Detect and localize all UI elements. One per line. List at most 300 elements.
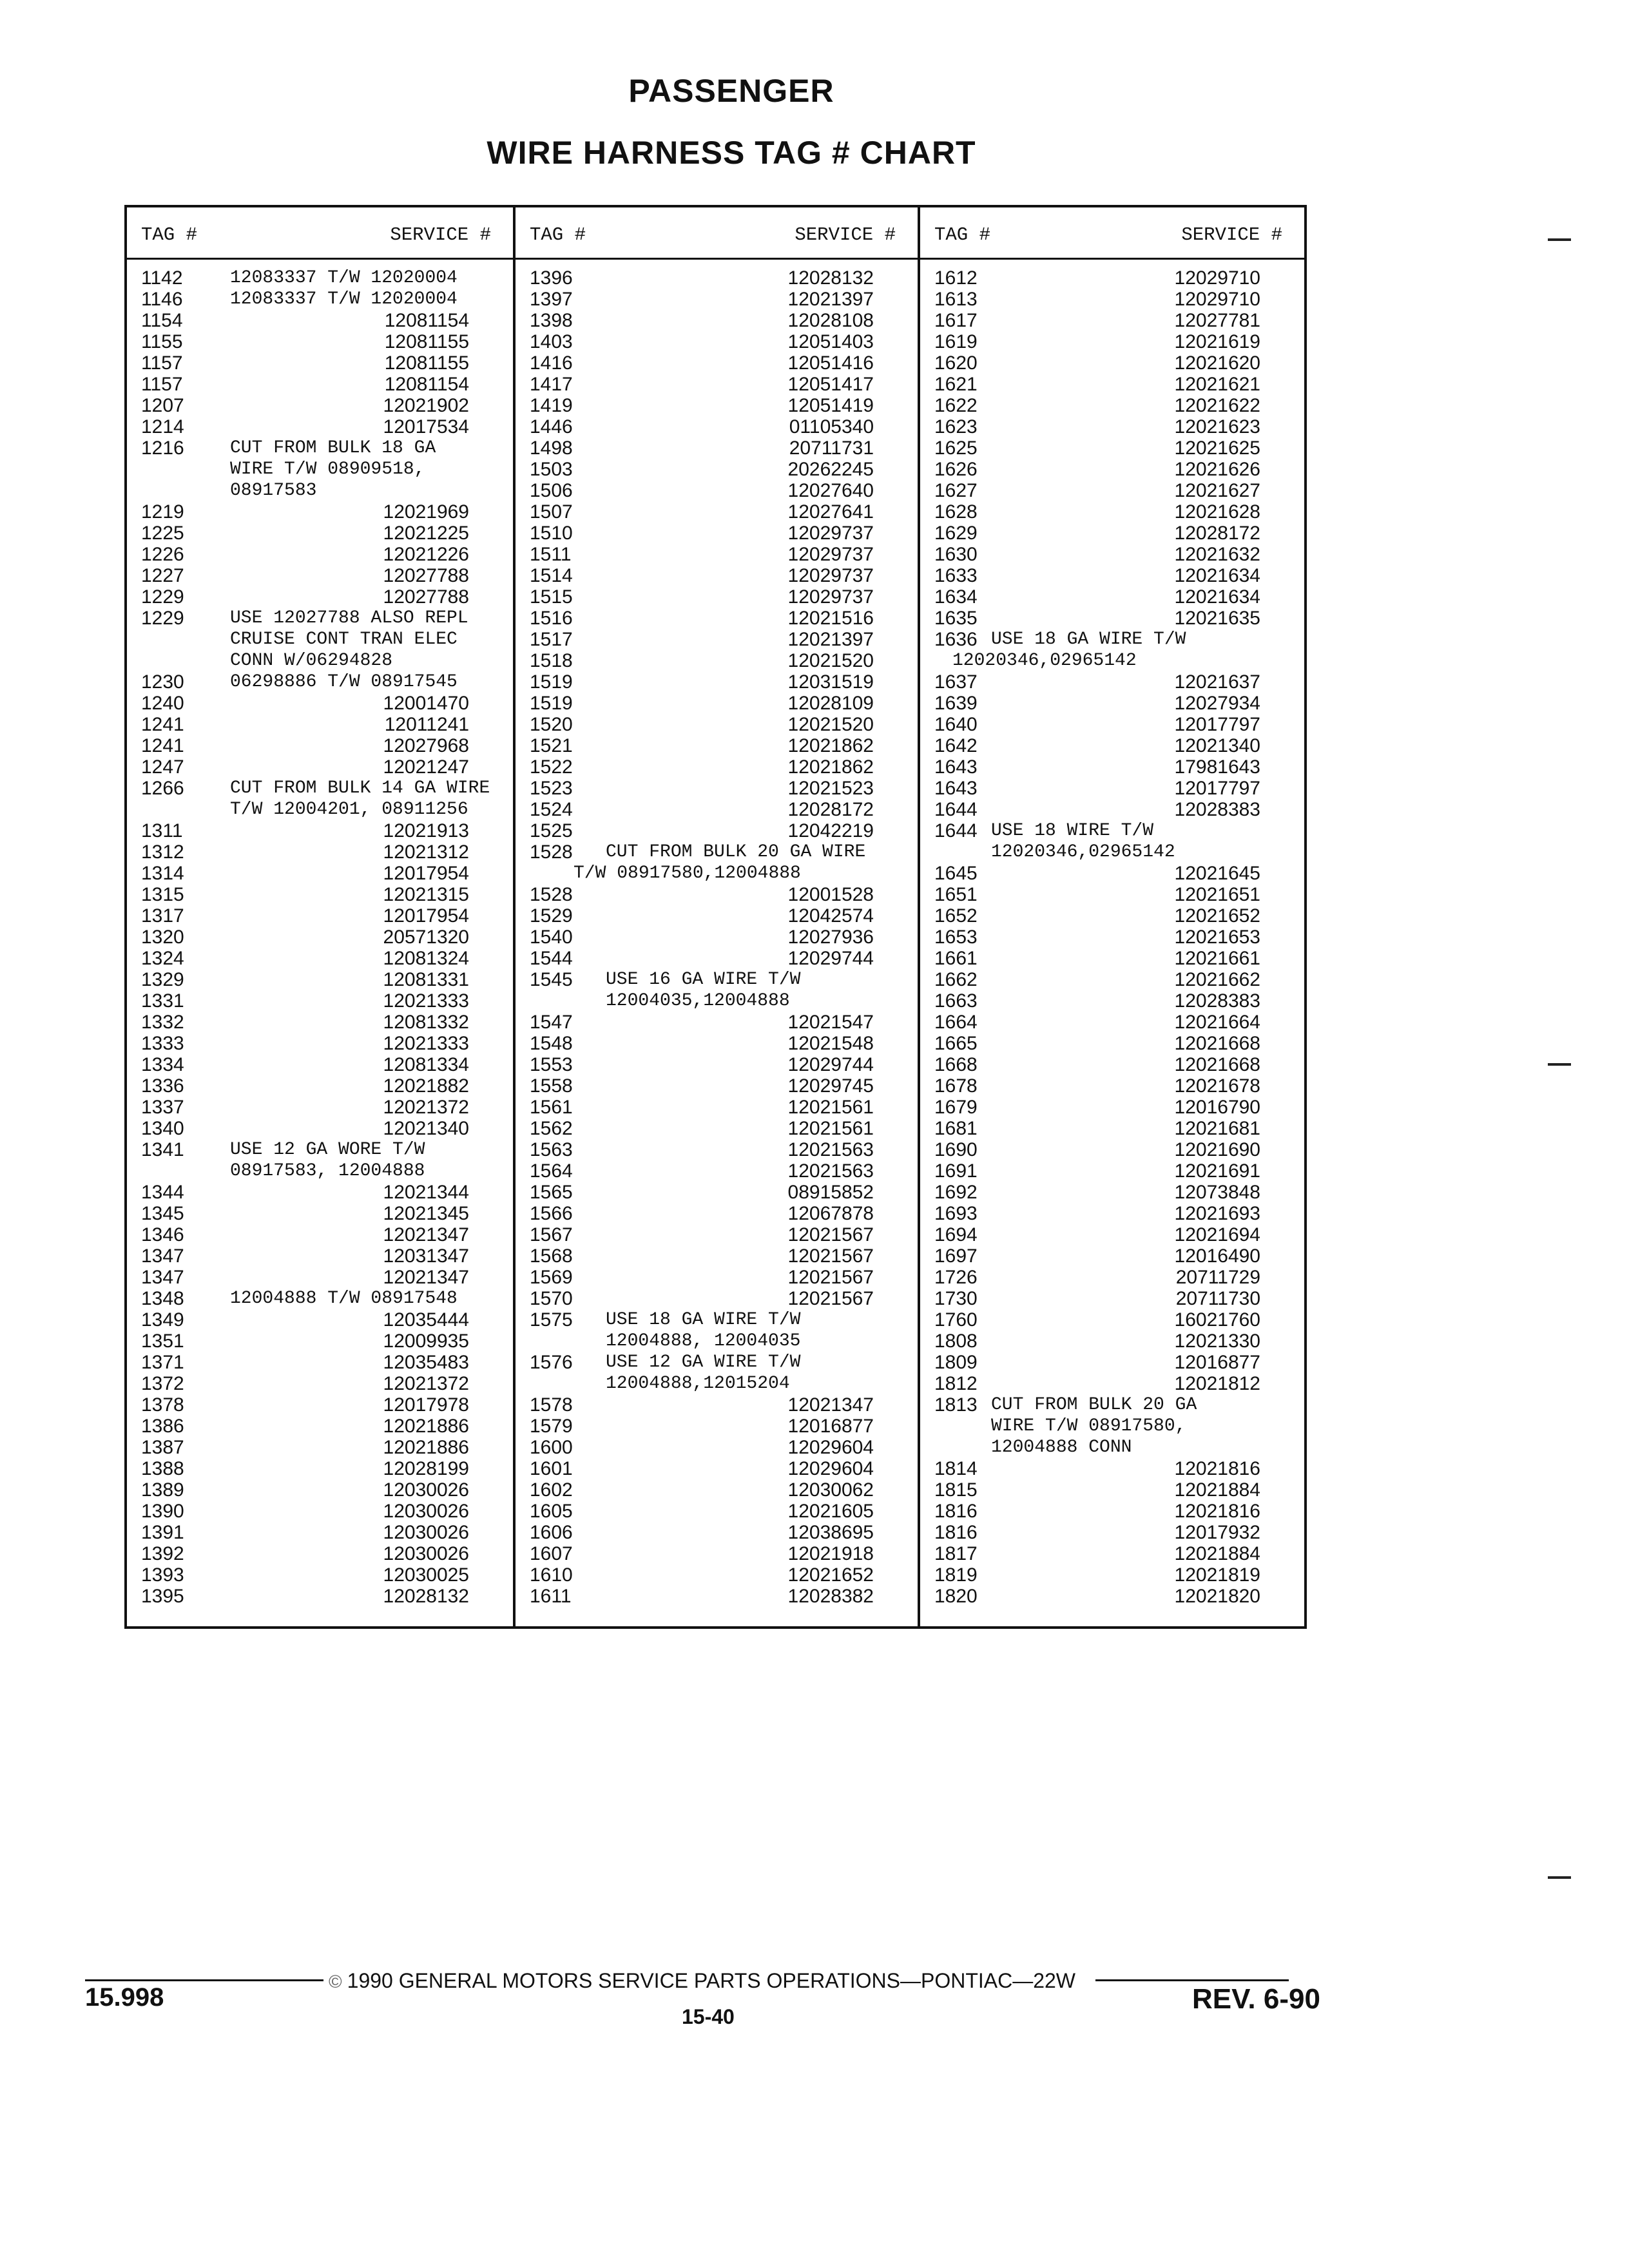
tag-number: 1613: [934, 289, 978, 310]
tag-number: 1570: [530, 1288, 573, 1309]
service-number: 12011241: [384, 714, 469, 735]
tag-number: 1636: [934, 629, 978, 650]
service-note: USE 12 GA WORE T/W: [230, 1140, 425, 1160]
service-note: CUT FROM BULK 20 GA: [991, 1395, 1197, 1415]
service-number: 12021969: [383, 501, 469, 523]
table-row: [127, 714, 513, 735]
service-number: 12028382: [787, 1586, 874, 1607]
table-row: [920, 1267, 1304, 1288]
table-row: [127, 1352, 513, 1373]
tag-number: 1562: [530, 1118, 573, 1139]
service-number: 12029737: [787, 523, 874, 544]
tag-number: 1816: [934, 1522, 978, 1543]
tag-number: 1503: [530, 459, 573, 480]
table-row: [920, 1394, 1304, 1416]
tag-number: 1519: [530, 671, 573, 693]
tag-number: 1561: [530, 1097, 573, 1118]
service-number: 12021652: [1174, 905, 1260, 927]
service-number: 12021882: [383, 1075, 469, 1097]
table-row: [516, 714, 918, 735]
table-row: [920, 671, 1304, 693]
service-number: 12029737: [787, 544, 874, 565]
tag-number: 1314: [141, 863, 184, 884]
tag-number: 1663: [934, 990, 978, 1012]
tag-number: 1665: [934, 1033, 978, 1054]
table-row: [127, 608, 513, 629]
table-row: [516, 544, 918, 565]
margin-mark: [1548, 238, 1571, 241]
tag-number: 1329: [141, 969, 184, 990]
tag-number: 1640: [934, 714, 978, 735]
table-row: [127, 1160, 513, 1182]
service-note: WIRE T/W 08917580,: [991, 1416, 1186, 1436]
service-number: 12028108: [787, 310, 874, 331]
tag-number: 1627: [934, 480, 978, 501]
tag-number: 1651: [934, 884, 978, 905]
tag-number: 1565: [530, 1182, 573, 1203]
header-service-label: SERVICE #: [1181, 224, 1282, 245]
service-number: 12029745: [787, 1075, 874, 1097]
table-row: [920, 1479, 1304, 1501]
service-number: 12021315: [383, 884, 469, 905]
table-row: [516, 948, 918, 969]
service-note: CUT FROM BULK 18 GA: [230, 438, 436, 458]
table-row: [920, 1352, 1304, 1373]
service-number: 12027781: [1174, 310, 1260, 331]
tag-number: 1229: [141, 608, 184, 629]
service-number: 12021340: [1174, 735, 1260, 756]
table-row: [920, 310, 1304, 331]
service-note: CUT FROM BULK 20 GA WIRE: [606, 842, 866, 862]
table-row: [127, 437, 513, 459]
service-number: 12051419: [787, 395, 874, 416]
table-row: [516, 352, 918, 374]
table-row: [920, 905, 1304, 927]
table-row: [516, 735, 918, 756]
table-row: [127, 501, 513, 523]
margin-mark: [1548, 1063, 1571, 1066]
tag-number: 1507: [530, 501, 573, 523]
column-header: [127, 207, 513, 260]
tag-number: 1575: [530, 1309, 573, 1331]
service-number: 12081155: [384, 352, 469, 374]
tag-number: 1391: [141, 1522, 184, 1543]
table-row: [516, 437, 918, 459]
tag-number: 1157: [141, 352, 183, 374]
tag-number: 1392: [141, 1543, 184, 1564]
service-note: 12083337 T/W 12020004: [230, 268, 458, 288]
tag-number: 1553: [530, 1054, 573, 1075]
table-row: [127, 565, 513, 586]
tag-number: 1691: [934, 1160, 978, 1182]
tag-number: 1344: [141, 1182, 184, 1203]
tag-number: 1387: [141, 1437, 184, 1458]
tag-number: 1619: [934, 331, 978, 352]
service-number: 12027641: [787, 501, 874, 523]
tag-number: 1679: [934, 1097, 978, 1118]
tag-number: 1240: [141, 693, 184, 714]
tag-number: 1393: [141, 1564, 184, 1586]
service-number: 12021886: [383, 1437, 469, 1458]
table-row: [516, 1437, 918, 1458]
service-note: USE 18 WIRE T/W: [991, 821, 1154, 841]
table-row: [920, 1139, 1304, 1160]
tag-number: 1630: [934, 544, 978, 565]
service-number: 16021760: [1174, 1309, 1260, 1331]
service-number: 12081154: [384, 310, 469, 331]
table-row: [516, 1203, 918, 1224]
tag-number: 1229: [141, 586, 184, 608]
table-row: [127, 1012, 513, 1033]
service-number: 12035483: [383, 1352, 469, 1373]
tag-number: 1146: [141, 289, 183, 310]
service-number: 12030026: [383, 1501, 469, 1522]
table-row: [920, 1586, 1304, 1607]
tag-number: 1662: [934, 969, 978, 990]
revision-label: REV. 6-90: [1192, 1983, 1320, 2015]
tag-number: 1626: [934, 459, 978, 480]
tag-number: 1419: [530, 395, 573, 416]
tag-number: 1514: [530, 565, 573, 586]
tag-number: 1315: [141, 884, 184, 905]
tag-number: 1652: [934, 905, 978, 927]
table-row: [127, 395, 513, 416]
service-number: 12021634: [1174, 586, 1260, 608]
tag-number: 1247: [141, 756, 184, 778]
service-number: 12021886: [383, 1416, 469, 1437]
service-number: 12021372: [383, 1373, 469, 1394]
tag-number: 1332: [141, 1012, 184, 1033]
service-number: 12081324: [383, 948, 469, 969]
tag-number: 1809: [934, 1352, 978, 1373]
tag-number: 1371: [141, 1352, 184, 1373]
table-row: [127, 523, 513, 544]
table-row: [516, 416, 918, 437]
service-number: 12021397: [787, 289, 874, 310]
service-number: 20711731: [789, 437, 874, 459]
tag-number: 1607: [530, 1543, 573, 1564]
tag-number: 1611: [530, 1586, 572, 1607]
tag-number: 1154: [141, 310, 183, 331]
service-number: 12021862: [787, 756, 874, 778]
tag-number: 1351: [141, 1331, 184, 1352]
service-number: 12021664: [1174, 1012, 1260, 1033]
table-row: [516, 1012, 918, 1033]
tag-number: 1639: [934, 693, 978, 714]
table-row: [920, 1543, 1304, 1564]
table-row: [516, 1309, 918, 1331]
tag-number: 1378: [141, 1394, 184, 1416]
service-number: 12021681: [1174, 1118, 1260, 1139]
table-row: [920, 608, 1304, 629]
service-number: 12029744: [787, 1054, 874, 1075]
service-number: 12027936: [787, 927, 874, 948]
tag-number: 1634: [934, 586, 978, 608]
service-number: 12021567: [787, 1267, 874, 1288]
table-row: [127, 1182, 513, 1203]
service-number: 12021632: [1174, 544, 1260, 565]
service-number: 12021347: [383, 1267, 469, 1288]
tag-number: 1510: [530, 523, 573, 544]
table-row: [516, 778, 918, 799]
tag-number: 1820: [934, 1586, 978, 1607]
service-number: 12029710: [1174, 289, 1260, 310]
service-number: 12021668: [1174, 1033, 1260, 1054]
service-number: 12021563: [787, 1139, 874, 1160]
service-number: 12021634: [1174, 565, 1260, 586]
tag-number: 1635: [934, 608, 978, 629]
tag-number: 1506: [530, 480, 573, 501]
header-tag-label: TAG #: [934, 224, 991, 245]
table-row: [920, 501, 1304, 523]
tag-number: 1625: [934, 437, 978, 459]
table-row: [920, 1437, 1304, 1458]
tag-number: 1398: [530, 310, 573, 331]
tag-number: 1416: [530, 352, 573, 374]
service-number: 12030026: [383, 1522, 469, 1543]
table-row: [920, 1054, 1304, 1075]
service-number: 12021548: [787, 1033, 874, 1054]
service-note: 08917583, 12004888: [230, 1161, 425, 1181]
tag-number: 1569: [530, 1267, 573, 1288]
tag-number: 1266: [141, 778, 184, 799]
service-number: 12021884: [1174, 1543, 1260, 1564]
service-number: 12029604: [787, 1458, 874, 1479]
table-row: [127, 1522, 513, 1543]
service-number: 12021645: [1174, 863, 1260, 884]
tag-number: 1697: [934, 1245, 978, 1267]
table-row: [127, 990, 513, 1012]
tag-number: 1644: [934, 820, 978, 841]
tag-number: 1692: [934, 1182, 978, 1203]
table-row: [127, 1437, 513, 1458]
table-row: [920, 1458, 1304, 1479]
service-number: 12038695: [787, 1522, 874, 1543]
table-row: [127, 927, 513, 948]
table-row: [127, 969, 513, 990]
tag-number: 1520: [530, 714, 573, 735]
table-row: [516, 756, 918, 778]
page-title: PASSENGER: [628, 73, 834, 109]
service-number: 12027640: [787, 480, 874, 501]
table-row: [920, 331, 1304, 352]
copyright-line: [329, 1969, 1075, 1993]
service-number: 12021628: [1174, 501, 1260, 523]
service-number: 12030025: [383, 1564, 469, 1586]
table-row: [127, 629, 513, 650]
table-row: [920, 544, 1304, 565]
table-row: [127, 310, 513, 331]
table-row: [127, 1139, 513, 1160]
service-number: 12051403: [787, 331, 874, 352]
service-number: 12028172: [787, 799, 874, 820]
table-row: [516, 1352, 918, 1373]
table-row: [516, 1331, 918, 1352]
service-number: 12031519: [787, 671, 874, 693]
tag-number: 1333: [141, 1033, 184, 1054]
service-note: 06298886 T/W 08917545: [230, 672, 458, 692]
tag-number: 1643: [934, 778, 978, 799]
table-row: [516, 1543, 918, 1564]
table-row: [127, 1458, 513, 1479]
tag-number: 1348: [141, 1288, 184, 1309]
service-number: 12081332: [383, 1012, 469, 1033]
table-row: [516, 671, 918, 693]
table-row: [127, 1501, 513, 1522]
table-row: [516, 1075, 918, 1097]
table-row: [920, 1416, 1304, 1437]
service-number: 12081334: [383, 1054, 469, 1075]
table-row: [516, 1394, 918, 1416]
tag-number: 1760: [934, 1309, 978, 1331]
table-row: [127, 841, 513, 863]
service-number: 12021635: [1174, 608, 1260, 629]
service-note: USE 18 GA WIRE T/W: [606, 1310, 801, 1330]
table-row: [516, 1245, 918, 1267]
service-number: 12016790: [1174, 1097, 1260, 1118]
service-number: 12028132: [787, 267, 874, 289]
table-row: [920, 395, 1304, 416]
tag-number: 1661: [934, 948, 978, 969]
table-row: [516, 501, 918, 523]
table-row: [920, 1097, 1304, 1118]
service-number: 12021347: [787, 1394, 874, 1416]
service-number: 12021819: [1174, 1564, 1260, 1586]
table-row: [127, 1373, 513, 1394]
service-number: 12017954: [383, 905, 469, 927]
tag-number: 1157: [141, 374, 183, 395]
chart-subtitle: WIRE HARNESS TAG # CHART: [487, 135, 976, 171]
header-service-label: SERVICE #: [390, 224, 491, 245]
service-number: 12021561: [787, 1097, 874, 1118]
tag-number: 1386: [141, 1416, 184, 1437]
tag-number: 1579: [530, 1416, 573, 1437]
table-row: [516, 1097, 918, 1118]
table-row: [516, 1160, 918, 1182]
tag-number: 1690: [934, 1139, 978, 1160]
tag-number: 1511: [530, 544, 572, 565]
service-note: USE 16 GA WIRE T/W: [606, 970, 801, 990]
table-row: [920, 990, 1304, 1012]
tag-number: 1498: [530, 437, 573, 459]
service-number: 12021884: [1174, 1479, 1260, 1501]
tag-number: 1523: [530, 778, 573, 799]
service-note: T/W 08917580,12004888: [574, 863, 801, 883]
table-row: [920, 735, 1304, 756]
service-number: 08915852: [787, 1182, 874, 1203]
service-note: CRUISE CONT TRAN ELEC: [230, 629, 458, 649]
column-rows: [516, 260, 918, 1607]
tag-number: 1567: [530, 1224, 573, 1245]
tag-number: 1334: [141, 1054, 184, 1075]
service-number: 12028199: [383, 1458, 469, 1479]
service-number: 12027788: [383, 565, 469, 586]
tag-number: 1602: [530, 1479, 573, 1501]
service-number: 12016877: [1174, 1352, 1260, 1373]
tag-number: 1346: [141, 1224, 184, 1245]
service-number: 12017797: [1174, 714, 1260, 735]
table-row: [516, 841, 918, 863]
table-row: [516, 1479, 918, 1501]
tag-number: 1241: [141, 735, 184, 756]
service-note: WIRE T/W 08909518,: [230, 459, 425, 479]
service-number: 12021902: [383, 395, 469, 416]
table-row: [127, 948, 513, 969]
tag-number: 1324: [141, 948, 184, 969]
tag-number: 1312: [141, 841, 184, 863]
table-row: [127, 1416, 513, 1437]
table-row: [516, 331, 918, 352]
table-row: [127, 267, 513, 289]
tag-number: 1610: [530, 1564, 573, 1586]
table-row: [920, 714, 1304, 735]
service-note: CONN W/06294828: [230, 651, 393, 671]
tag-number: 1628: [934, 501, 978, 523]
tag-number: 1389: [141, 1479, 184, 1501]
tag-number: 1694: [934, 1224, 978, 1245]
table-row: [127, 374, 513, 395]
table-row: [516, 267, 918, 289]
table-row: [920, 1075, 1304, 1097]
table-row: [920, 778, 1304, 799]
service-number: 12021547: [787, 1012, 874, 1033]
table-row: [516, 629, 918, 650]
service-number: 12001528: [787, 884, 874, 905]
table-row: [127, 1543, 513, 1564]
tag-number: 1815: [934, 1479, 978, 1501]
service-number: 12021622: [1174, 395, 1260, 416]
tag-number: 1524: [530, 799, 573, 820]
service-number: 12028383: [1174, 990, 1260, 1012]
tag-number: 1681: [934, 1118, 978, 1139]
table-row: [127, 1097, 513, 1118]
service-number: 12030026: [383, 1479, 469, 1501]
table-row: [920, 1288, 1304, 1309]
service-number: 12021662: [1174, 969, 1260, 990]
table-row: [920, 1224, 1304, 1245]
table-row: [516, 990, 918, 1012]
tag-number: 1516: [530, 608, 573, 629]
table-row: [920, 1564, 1304, 1586]
tag-number: 1693: [934, 1203, 978, 1224]
service-number: 20262245: [787, 459, 874, 480]
table-row: [127, 544, 513, 565]
service-number: 12021625: [1174, 437, 1260, 459]
tag-number: 1819: [934, 1564, 978, 1586]
service-number: 12021523: [787, 778, 874, 799]
table-row: [127, 905, 513, 927]
table-row: [516, 1224, 918, 1245]
service-number: 12021561: [787, 1118, 874, 1139]
footer-rule-left: [85, 1979, 323, 1981]
service-number: 12021345: [383, 1203, 469, 1224]
service-number: 12021567: [787, 1224, 874, 1245]
service-note: 08917583: [230, 481, 317, 501]
tag-number: 1219: [141, 501, 184, 523]
table-row: [920, 1309, 1304, 1331]
service-number: 12030062: [787, 1479, 874, 1501]
service-number: 12030026: [383, 1543, 469, 1564]
table-row: [127, 1054, 513, 1075]
footer-rule-right: [1095, 1979, 1289, 1981]
tag-number: 1446: [530, 416, 573, 437]
service-number: 12021312: [383, 841, 469, 863]
tag-number: 1529: [530, 905, 573, 927]
service-note: 12004035,12004888: [606, 991, 790, 1011]
table-row: [127, 1479, 513, 1501]
tag-number: 1225: [141, 523, 184, 544]
service-number: 12029604: [787, 1437, 874, 1458]
